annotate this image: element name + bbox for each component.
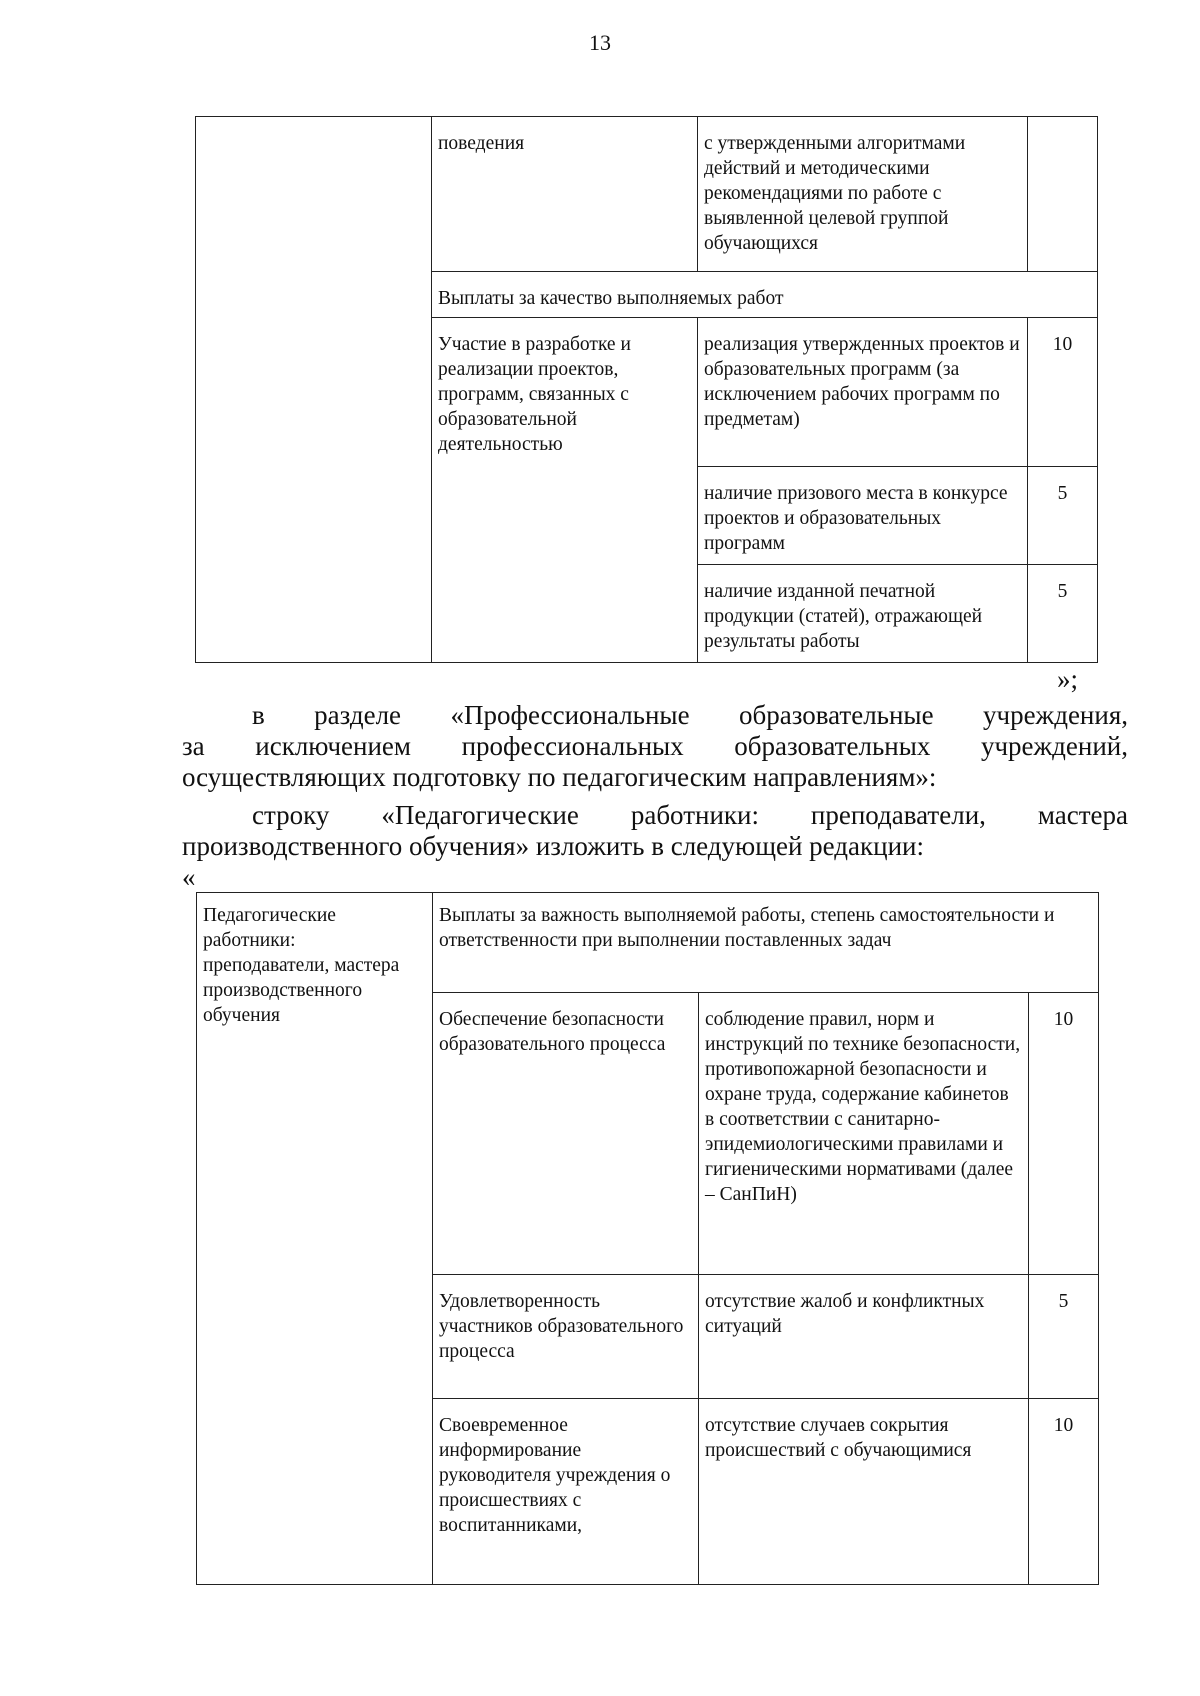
criterion-cell: поведения [432,117,698,272]
score-cell: 10 [1029,993,1099,1275]
criterion-cell: Удовлетворенность участников образовательного процесса [433,1275,699,1399]
score-cell: 5 [1029,1275,1099,1399]
page-number: 13 [589,30,611,55]
criterion-cell: Участие в разработке и реализации проектов, программ, связанных с образовательной деятельностью [432,318,698,663]
paragraph-line: производственного обучения» изложить в следующей редакции: [182,831,924,861]
indicator-cell: наличие призового места в конкурсе проектов и образовательных программ [698,467,1028,565]
score-cell [1028,117,1098,272]
criteria-table-new [196,892,1099,1585]
score-cell: 10 [1028,318,1098,467]
category-cell-empty [196,117,432,663]
indicator-cell: с утвержденными алгоритмами действий и методическими рекомендациями по работе с выявленной целевой группой обучающихся [698,117,1028,272]
criterion-cell: Своевременное информирование руководителя учреждения о происшествиях с воспитанниками, [433,1399,699,1585]
opening-quote: « [182,862,196,892]
paragraph-line: строку «Педагогические работники: преподаватели, мастера [252,800,1128,830]
closing-quote: »; [1056,664,1078,694]
indicator-cell: отсутствие жалоб и конфликтных ситуаций [699,1275,1029,1399]
indicator-cell: отсутствие случаев сокрытия происшествий с обучающимися [699,1399,1029,1585]
section-heading: Выплаты за важность выполняемой работы, степень самостоятельности и ответственности при выполнении поставленных задач [433,893,1099,993]
category-cell: Педагогические работники: преподаватели, мастера производственного обучения [197,893,433,1585]
indicator-cell: соблюдение правил, норм и инструкций по технике безопасности, противопожарной безопасности и охране труда, содержание кабинетов в соответствии с санитарно-эпидемиологическими правилами и гигиеническими нормативами (далее – СанПиН) [699,993,1029,1275]
score-cell: 10 [1029,1399,1099,1585]
criteria-table-continued [195,116,1098,663]
indicator-cell: реализация утвержденных проектов и образовательных программ (за исключением рабочих программ по предметам) [698,318,1028,467]
score-cell: 5 [1028,467,1098,565]
paragraph-line: осуществляющих подготовку по педагогическим направлениям»: [182,762,937,792]
indicator-cell: наличие изданной печатной продукции (статей), отражающей результаты работы [698,565,1028,663]
criterion-cell: Обеспечение безопасности образовательного процесса [433,993,699,1275]
paragraph-line: за исключением профессиональных образовательных учреждений, [182,731,1128,761]
section-heading: Выплаты за качество выполняемых работ [432,272,1098,318]
paragraph-line: в разделе «Профессиональные образовательные учреждения, [252,700,1128,730]
score-cell: 5 [1028,565,1098,663]
